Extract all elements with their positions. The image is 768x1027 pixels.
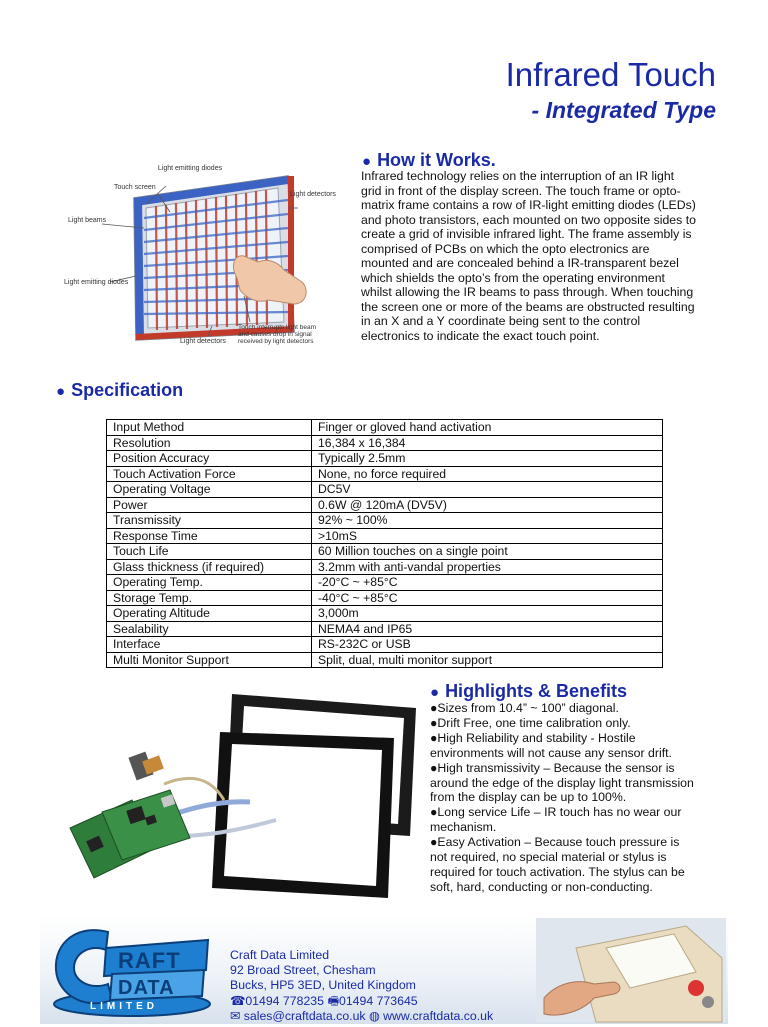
spec-value: -40°C ~ +85°C [312, 590, 663, 606]
spec-key: Operating Voltage [107, 482, 312, 498]
spec-key: Transmissity [107, 513, 312, 529]
spec-key: Sealability [107, 621, 312, 637]
table-row [107, 420, 663, 436]
spec-key: Touch Activation Force [107, 466, 312, 482]
spec-value: 3,000m [312, 606, 663, 622]
table-row [107, 451, 663, 467]
highlight-line: environments will not cause any sensor drift. [430, 745, 672, 760]
spec-value: 3.2mm with anti-vandal properties [312, 559, 663, 575]
table-row [107, 466, 663, 482]
spec-value: >10mS [312, 528, 663, 544]
kiosk-photo [536, 918, 726, 1022]
spec-value: -20°C ~ +85°C [312, 575, 663, 591]
spec-key: Interface [107, 637, 312, 653]
highlight-line: ●Drift Free, one time calibration only. [430, 715, 631, 730]
spec-key: Input Method [107, 420, 312, 436]
spec-value: NEMA4 and IP65 [312, 621, 663, 637]
how-it-works-line: mounted and are concealed behind a IR-transparent bezel [361, 256, 679, 270]
company-name: Craft Data Limited [230, 948, 330, 962]
spec-key: Operating Temp. [107, 575, 312, 591]
spec-key: Resolution [107, 435, 312, 451]
label-light-detectors-bottom: Light detectors [180, 338, 226, 345]
spec-key: Touch Life [107, 544, 312, 560]
highlight-line: ●Long service Life – IR touch has no wear our [430, 805, 682, 820]
highlight-line: around the edge of the display light transmission [430, 775, 694, 790]
spec-value: Typically 2.5mm [312, 451, 663, 467]
table-row [107, 637, 663, 653]
table-row [107, 606, 663, 622]
table-row [107, 544, 663, 560]
highlights-text [430, 701, 730, 895]
how-it-works-line: comprised of PCBs on which the opto electronics are [361, 241, 650, 256]
specification-table [106, 419, 663, 668]
spec-value: 60 Million touches on a single point [312, 544, 663, 560]
table-row [107, 652, 663, 668]
table-row [107, 559, 663, 575]
how-it-works-text [361, 169, 721, 343]
spec-key: Position Accuracy [107, 451, 312, 467]
how-it-works-line: and photo transistors, each mounted on two opposite sides to [361, 212, 696, 227]
highlight-line: not required, no special material or stylus is [430, 850, 667, 865]
highlight-line: ●High Reliability and stability - Hostile [430, 730, 636, 745]
svg-text:RAFT: RAFT [118, 948, 181, 973]
page-title: Infrared Touch [505, 56, 716, 93]
svg-text:DATA: DATA [118, 977, 175, 999]
table-row [107, 590, 663, 606]
spec-value: 92% ~ 100% [312, 513, 663, 529]
how-it-works-line: the screen one or more of the beams are obstructed resulting [361, 299, 695, 314]
how-it-works-line: whilst allowing the IR beams to pass through. When touching [361, 285, 694, 299]
label-touch-screen: Touch screen [114, 184, 156, 191]
highlight-line: soft, hard, conducting or non-conducting. [430, 879, 653, 894]
phone-fax: ☎01494 778235 🖷01494 773645 [230, 993, 418, 1008]
spec-value: None, no force required [312, 466, 663, 482]
how-it-works-line: create a grid of invisible infrared light. The frame assembly is [361, 227, 692, 241]
spec-value: Split, dual, multi monitor support [312, 652, 663, 668]
highlight-line: from the display can be up to 100%. [430, 790, 627, 805]
how-it-works-line: Infrared technology relies on the interruption of an IR light [361, 169, 675, 183]
spec-key: Multi Monitor Support [107, 652, 312, 668]
label-light-detectors-right: Light detectors [290, 191, 336, 198]
table-row [107, 497, 663, 513]
table-row [107, 482, 663, 498]
address-line-1: 92 Broad Street, Chesham [230, 963, 376, 978]
spec-key: Glass thickness (if required) [107, 559, 312, 575]
highlight-line: required for touch activation. The stylus can be [430, 864, 685, 879]
infrared-grid-illustration [62, 158, 336, 354]
address-line-2: Bucks, HP5 3ED, United Kingdom [230, 978, 416, 993]
how-it-works-line: grid in front of the display screen. The touch frame or opto- [361, 183, 681, 198]
spec-value: Finger or gloved hand activation [312, 420, 663, 436]
how-it-works-line: matrix frame contains a row of IR-light emitting diodes (LEDs) [361, 198, 696, 212]
table-row [107, 528, 663, 544]
how-it-works-line: in an X and a Y coordinate being sent to the control [361, 314, 641, 328]
infrared-grid-diagram [62, 158, 336, 354]
spec-key: Response Time [107, 528, 312, 544]
how-it-works-line: which shields the opto’s from the operating environment [361, 270, 665, 285]
contact-block [230, 948, 530, 1024]
highlight-line: ●High transmissivity – Because the sensor is [430, 760, 675, 775]
specification-heading: ● Specification [56, 380, 184, 400]
how-it-works-line: electronics to indicate the exact touch point. [361, 328, 600, 343]
how-it-works-heading: ● How it Works. [362, 150, 496, 170]
label-light-beams: Light beams [68, 217, 107, 224]
product-photo [44, 688, 424, 910]
spec-value: DC5V [312, 482, 663, 498]
spec-key: Storage Temp. [107, 590, 312, 606]
spec-value: 16,384 x 16,384 [312, 435, 663, 451]
svg-text:LIMITED: LIMITED [90, 1001, 158, 1012]
table-row [107, 575, 663, 591]
table-row [107, 435, 663, 451]
spec-value: RS-232C or USB [312, 637, 663, 653]
label-touch-interrupts: Touch interrupts light beam and causes drop in signal received by light detectors [238, 324, 317, 345]
label-light-emitting-top: Light emitting diodes [157, 165, 223, 172]
email-website[interactable]: ✉ sales@craftdata.co.uk ◍ www.craftdata.co.uk [230, 1008, 494, 1023]
spec-key: Power [107, 497, 312, 513]
spec-key: Operating Altitude [107, 606, 312, 622]
label-light-emitting-left: Light emitting diodes [64, 279, 129, 286]
company-logo-image [48, 918, 218, 1020]
craft-data-logo [48, 918, 218, 1020]
table-row [107, 513, 663, 529]
highlights-heading: ● Highlights & Benefits [430, 681, 628, 701]
page-subtitle: - Integrated Type [531, 97, 716, 123]
kiosk-touch-illustration [536, 918, 726, 1022]
touch-frame-illustration [44, 688, 424, 910]
table-row [107, 621, 663, 637]
spec-value: 0.6W @ 120mA (DV5V) [312, 497, 663, 513]
highlight-line: mechanism. [430, 820, 497, 835]
highlight-line: ●Sizes from 10.4” ~ 100” diagonal. [430, 701, 619, 715]
highlight-line: ●Easy Activation – Because touch pressure is [430, 835, 680, 850]
